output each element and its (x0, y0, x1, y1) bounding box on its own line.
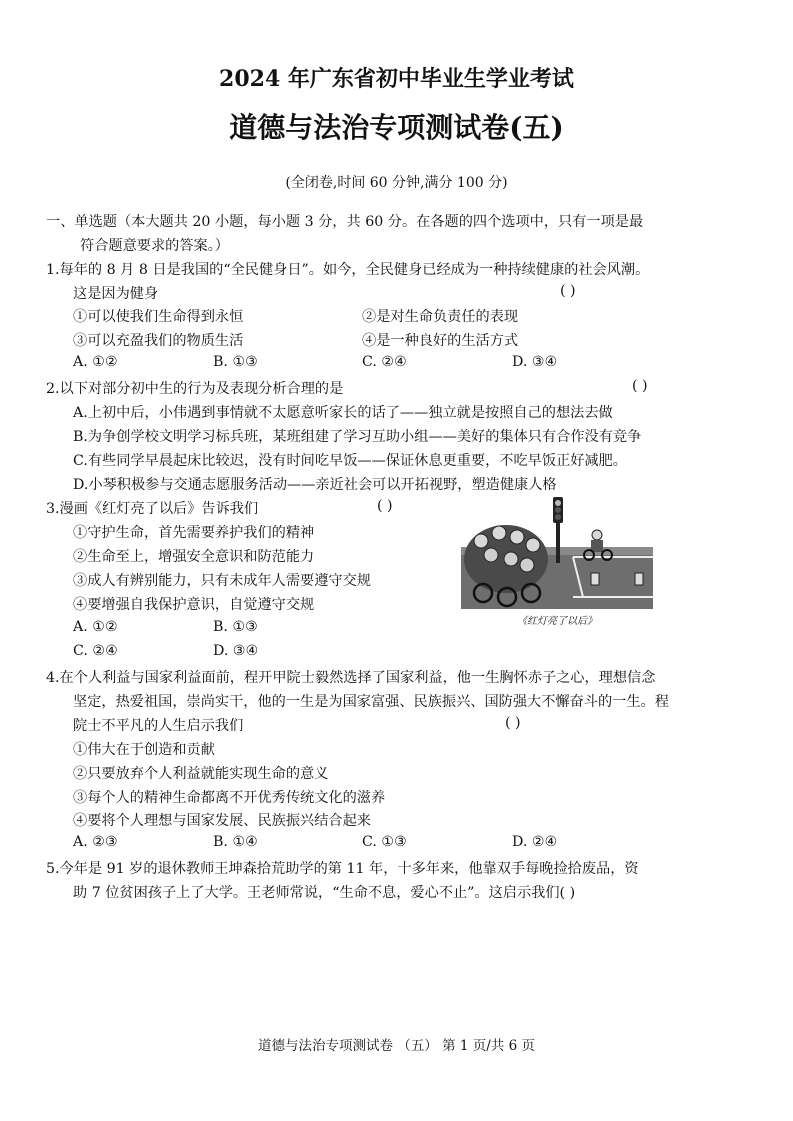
q4-stem-line3: 院士不平凡的人生启示我们 (73, 718, 244, 734)
q3-statement-3: ③成人有辨别能力，只有未成年人需要遵守交规 (73, 573, 371, 589)
section-heading-line2: 符合题意要求的答案。） (80, 238, 229, 254)
q4-choice-a: A. ②③ (73, 834, 118, 850)
section-heading-line1: 一、单选题（本大题共 20 小题，每小题 3 分，共 60 分。在各题的四个选项中，只有一项是最 (46, 214, 644, 230)
q3-statement-2: ②生命至上，增强安全意识和防范能力 (73, 549, 315, 565)
q1-statement-4: ④是一种良好的生活方式 (362, 333, 519, 349)
q3-stem: 3.漫画《红灯亮了以后》告诉我们 (46, 501, 259, 517)
q2-stem: 2.以下对部分初中生的行为及表现分析合理的是 (46, 381, 344, 397)
q1-stem-line1: 1.每年的 8 月 8 日是我国的“全民健身日”。如今，全民健身已经成为一种持续健康的社会风潮。 (46, 262, 650, 278)
q4-choice-d: D. ②④ (512, 834, 558, 850)
paper-subtitle: 道德与法治专项测试卷(五) (229, 111, 564, 144)
q4-answer-blank: ( ) (505, 715, 521, 731)
q4-stem-line2: 坚定，热爱祖国，崇尚实干，他的一生是为国家富强、民族振兴、国防强大不懈奋斗的一生。程 (73, 694, 669, 710)
q1-statement-1: ①可以使我们生命得到永恒 (73, 309, 244, 325)
q1-stem-line2: 这是因为健身 (73, 286, 159, 302)
q3-choice-b: B. ①③ (213, 619, 258, 635)
q1-statement-3: ③可以充盈我们的物质生活 (73, 333, 244, 349)
q4-stem-line1: 4.在个人利益与国家利益面前，程开甲院士毅然选择了国家利益，他一生胸怀赤子之心，理想信念 (46, 670, 656, 686)
q3-statement-1: ①守护生命，首先需要养护我们的精神 (73, 525, 315, 541)
q3-choice-a: A. ①② (73, 619, 118, 635)
exam-info: (全闭卷,时间 60 分钟,满分 100 分) (285, 175, 508, 191)
q1-statement-2: ②是对生命负责任的表现 (362, 309, 519, 325)
q1-choice-b: B. ①③ (213, 354, 258, 370)
q1-choice-a: A. ①② (73, 354, 118, 370)
q4-statement-4: ④要将个人理想与国家发展、民族振兴结合起来 (73, 813, 371, 829)
q3-choice-d: D. ③④ (213, 643, 259, 659)
q2-choice-d: D.小琴积极参与交通志愿服务活动——亲近社会可以开拓视野，塑造健康人格 (73, 477, 557, 493)
page-footer: 道德与法治专项测试卷 （五） 第 1 页/共 6 页 (258, 1038, 535, 1054)
q3-answer-blank: ( ) (377, 498, 393, 514)
q1-answer-blank: ( ) (560, 283, 576, 299)
q1-choice-d: D. ③④ (512, 354, 558, 370)
q2-answer-blank: ( ) (632, 378, 648, 394)
red-light-cartoon-image (461, 497, 653, 609)
q2-choice-a: A.上初中后，小伟遇到事情就不太愿意听家长的话了——独立就是按照自己的想法去做 (73, 405, 613, 421)
exam-title: 2024 年广东省初中毕业生学业考试 (219, 66, 574, 92)
q5-stem-line2: 助 7 位贫困孩子上了大学。王老师常说，“生命不息，爱心不止”。这启示我们( ) (73, 885, 576, 901)
q5-stem-line1: 5.今年是 91 岁的退休教师王坤森拾荒助学的第 11 年，十多年来，他靠双手每晚捡拾废品，资 (46, 861, 639, 877)
q4-statement-2: ②只要放弃个人利益就能实现生命的意义 (73, 766, 329, 782)
q4-statement-1: ①伟大在于创造和贡献 (73, 742, 215, 758)
cartoon-caption: 《红灯亮了以后》 (517, 616, 597, 627)
q4-choice-c: C. ①③ (362, 834, 407, 850)
q4-choice-b: B. ①④ (213, 834, 258, 850)
q2-choice-c: C.有些同学早晨起床比较迟，没有时间吃早饭——保证休息更重要，不吃早饭正好减肥。 (73, 453, 627, 469)
q3-statement-4: ④要增强自我保护意识，自觉遵守交规 (73, 597, 315, 613)
q1-choice-c: C. ②④ (362, 354, 407, 370)
q3-choice-c: C. ②④ (73, 643, 118, 659)
q4-statement-3: ③每个人的精神生命都离不开优秀传统文化的滋养 (73, 790, 386, 806)
q2-choice-b: B.为争创学校文明学习标兵班，某班组建了学习互助小组——美好的集体只有合作没有竞争 (73, 429, 642, 445)
